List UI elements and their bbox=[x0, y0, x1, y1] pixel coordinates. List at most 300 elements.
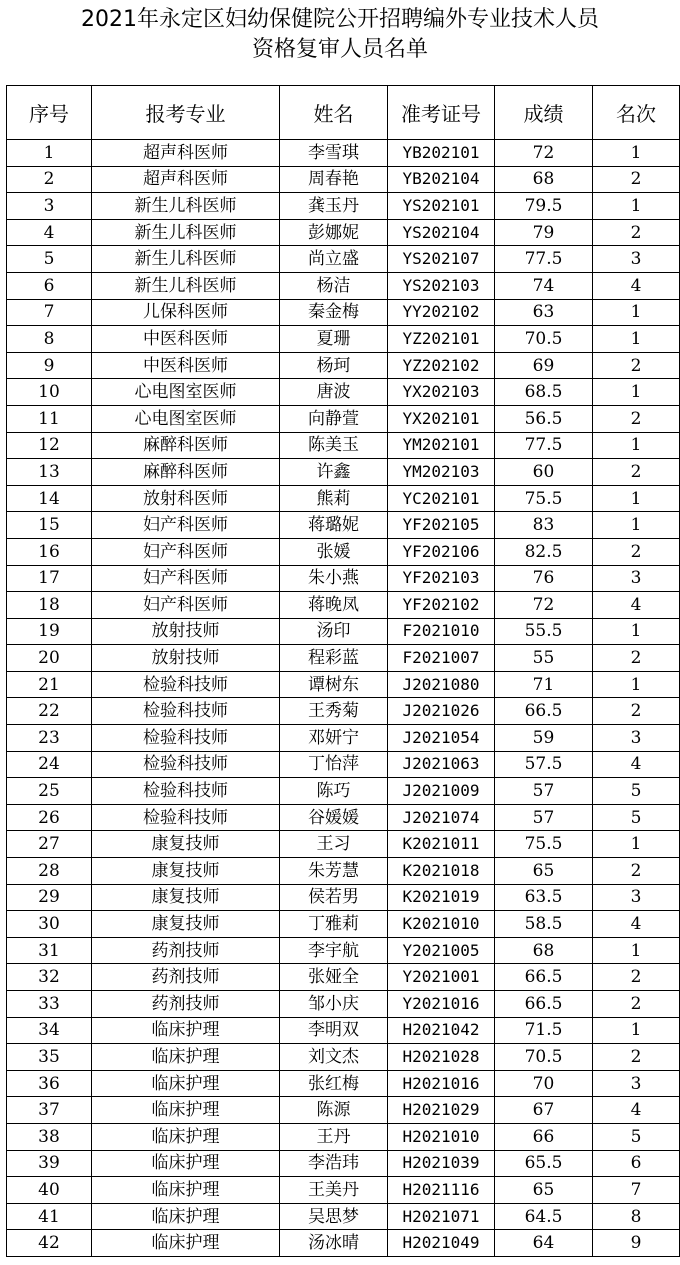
table-row bbox=[7, 352, 680, 379]
cell-exam-id: YY202102 bbox=[388, 299, 495, 326]
cell-major: 新生儿科医师 bbox=[92, 193, 280, 220]
cell-serial: 40 bbox=[7, 1177, 92, 1204]
cell-rank: 3 bbox=[593, 884, 680, 911]
cell-exam-id: YZ202101 bbox=[388, 326, 495, 353]
cell-rank: 1 bbox=[593, 831, 680, 858]
table-row bbox=[7, 246, 680, 273]
cell-serial: 16 bbox=[7, 538, 92, 565]
cell-name: 彭娜妮 bbox=[280, 219, 388, 246]
cell-score: 71.5 bbox=[495, 1017, 593, 1044]
cell-serial: 22 bbox=[7, 698, 92, 725]
cell-name: 许鑫 bbox=[280, 459, 388, 486]
table-row bbox=[7, 991, 680, 1018]
cell-major: 心电图室医师 bbox=[92, 405, 280, 432]
table-row bbox=[7, 964, 680, 991]
cell-exam-id: H2021010 bbox=[388, 1123, 495, 1150]
table-row bbox=[7, 193, 680, 220]
cell-serial: 8 bbox=[7, 326, 92, 353]
cell-serial: 13 bbox=[7, 459, 92, 486]
cell-rank: 3 bbox=[593, 565, 680, 592]
table-row bbox=[7, 698, 680, 725]
cell-score: 66 bbox=[495, 1123, 593, 1150]
cell-name: 刘文杰 bbox=[280, 1044, 388, 1071]
cell-name: 蒋晚凤 bbox=[280, 592, 388, 619]
table-row bbox=[7, 725, 680, 752]
cell-exam-id: J2021063 bbox=[388, 751, 495, 778]
cell-rank: 3 bbox=[593, 725, 680, 752]
cell-serial: 6 bbox=[7, 272, 92, 299]
cell-serial: 14 bbox=[7, 485, 92, 512]
cell-name: 邓妍宁 bbox=[280, 725, 388, 752]
cell-rank: 2 bbox=[593, 219, 680, 246]
table-row bbox=[7, 618, 680, 645]
cell-rank: 1 bbox=[593, 432, 680, 459]
table-row bbox=[7, 1203, 680, 1230]
cell-serial: 24 bbox=[7, 751, 92, 778]
cell-score: 64.5 bbox=[495, 1203, 593, 1230]
cell-exam-id: YZ202102 bbox=[388, 352, 495, 379]
cell-name: 杨珂 bbox=[280, 352, 388, 379]
cell-score: 75.5 bbox=[495, 485, 593, 512]
cell-score: 57 bbox=[495, 804, 593, 831]
cell-score: 79.5 bbox=[495, 193, 593, 220]
cell-serial: 23 bbox=[7, 725, 92, 752]
table-row bbox=[7, 219, 680, 246]
cell-name: 王习 bbox=[280, 831, 388, 858]
table-row bbox=[7, 1097, 680, 1124]
cell-score: 66.5 bbox=[495, 991, 593, 1018]
cell-score: 76 bbox=[495, 565, 593, 592]
cell-exam-id: Y2021001 bbox=[388, 964, 495, 991]
cell-rank: 1 bbox=[593, 193, 680, 220]
cell-name: 熊莉 bbox=[280, 485, 388, 512]
cell-exam-id: H2021116 bbox=[388, 1177, 495, 1204]
cell-major: 麻醉科医师 bbox=[92, 432, 280, 459]
cell-exam-id: YS202107 bbox=[388, 246, 495, 273]
cell-major: 药剂技师 bbox=[92, 991, 280, 1018]
cell-rank: 1 bbox=[593, 299, 680, 326]
cell-serial: 17 bbox=[7, 565, 92, 592]
cell-serial: 11 bbox=[7, 405, 92, 432]
cell-exam-id: YS202104 bbox=[388, 219, 495, 246]
cell-rank: 2 bbox=[593, 964, 680, 991]
cell-major: 康复技师 bbox=[92, 831, 280, 858]
cell-serial: 39 bbox=[7, 1150, 92, 1177]
cell-score: 77.5 bbox=[495, 246, 593, 273]
cell-rank: 5 bbox=[593, 778, 680, 805]
cell-score: 83 bbox=[495, 512, 593, 539]
cell-rank: 6 bbox=[593, 1150, 680, 1177]
cell-name: 张红梅 bbox=[280, 1070, 388, 1097]
cell-serial: 7 bbox=[7, 299, 92, 326]
cell-serial: 30 bbox=[7, 911, 92, 938]
header-serial: 序号 bbox=[7, 86, 92, 140]
cell-serial: 4 bbox=[7, 219, 92, 246]
cell-rank: 2 bbox=[593, 166, 680, 193]
cell-serial: 28 bbox=[7, 858, 92, 885]
cell-exam-id: K2021019 bbox=[388, 884, 495, 911]
table-row bbox=[7, 592, 680, 619]
cell-serial: 26 bbox=[7, 804, 92, 831]
cell-name: 李雪琪 bbox=[280, 140, 388, 167]
cell-major: 新生儿科医师 bbox=[92, 272, 280, 299]
table-row bbox=[7, 299, 680, 326]
table-row bbox=[7, 538, 680, 565]
cell-score: 70.5 bbox=[495, 326, 593, 353]
cell-score: 69 bbox=[495, 352, 593, 379]
cell-serial: 35 bbox=[7, 1044, 92, 1071]
cell-name: 谷媛媛 bbox=[280, 804, 388, 831]
cell-major: 康复技师 bbox=[92, 858, 280, 885]
cell-major: 新生儿科医师 bbox=[92, 219, 280, 246]
cell-exam-id: H2021028 bbox=[388, 1044, 495, 1071]
cell-exam-id: YX202103 bbox=[388, 379, 495, 406]
cell-name: 陈美玉 bbox=[280, 432, 388, 459]
cell-major: 放射技师 bbox=[92, 618, 280, 645]
cell-rank: 8 bbox=[593, 1203, 680, 1230]
cell-exam-id: YF202102 bbox=[388, 592, 495, 619]
cell-serial: 29 bbox=[7, 884, 92, 911]
cell-major: 新生儿科医师 bbox=[92, 246, 280, 273]
cell-name: 龚玉丹 bbox=[280, 193, 388, 220]
cell-name: 程彩蓝 bbox=[280, 645, 388, 672]
table-row bbox=[7, 512, 680, 539]
cell-rank: 1 bbox=[593, 1017, 680, 1044]
table-row bbox=[7, 1070, 680, 1097]
table-row bbox=[7, 778, 680, 805]
cell-rank: 2 bbox=[593, 991, 680, 1018]
cell-name: 邹小庆 bbox=[280, 991, 388, 1018]
cell-score: 72 bbox=[495, 592, 593, 619]
cell-major: 检验科技师 bbox=[92, 698, 280, 725]
cell-name: 秦金梅 bbox=[280, 299, 388, 326]
cell-score: 74 bbox=[495, 272, 593, 299]
cell-major: 妇产科医师 bbox=[92, 538, 280, 565]
cell-rank: 3 bbox=[593, 246, 680, 273]
cell-serial: 32 bbox=[7, 964, 92, 991]
cell-rank: 2 bbox=[593, 459, 680, 486]
table-row bbox=[7, 911, 680, 938]
cell-name: 王美丹 bbox=[280, 1177, 388, 1204]
cell-rank: 4 bbox=[593, 592, 680, 619]
cell-rank: 4 bbox=[593, 911, 680, 938]
cell-name: 谭树东 bbox=[280, 671, 388, 698]
cell-name: 李宇航 bbox=[280, 937, 388, 964]
cell-name: 丁怡萍 bbox=[280, 751, 388, 778]
table-row bbox=[7, 645, 680, 672]
cell-major: 临床护理 bbox=[92, 1150, 280, 1177]
table-row bbox=[7, 937, 680, 964]
table-row bbox=[7, 1123, 680, 1150]
cell-name: 唐波 bbox=[280, 379, 388, 406]
table-row bbox=[7, 804, 680, 831]
table-row bbox=[7, 751, 680, 778]
cell-name: 朱小燕 bbox=[280, 565, 388, 592]
cell-major: 放射技师 bbox=[92, 645, 280, 672]
table-row bbox=[7, 565, 680, 592]
cell-major: 心电图室医师 bbox=[92, 379, 280, 406]
cell-score: 56.5 bbox=[495, 405, 593, 432]
cell-score: 58.5 bbox=[495, 911, 593, 938]
cell-rank: 2 bbox=[593, 858, 680, 885]
cell-major: 临床护理 bbox=[92, 1097, 280, 1124]
cell-major: 临床护理 bbox=[92, 1230, 280, 1257]
cell-exam-id: K2021011 bbox=[388, 831, 495, 858]
cell-major: 临床护理 bbox=[92, 1123, 280, 1150]
candidate-table bbox=[6, 85, 680, 1257]
cell-name: 侯若男 bbox=[280, 884, 388, 911]
cell-name: 王丹 bbox=[280, 1123, 388, 1150]
cell-rank: 4 bbox=[593, 272, 680, 299]
table-row bbox=[7, 485, 680, 512]
cell-name: 陈源 bbox=[280, 1097, 388, 1124]
cell-score: 68 bbox=[495, 937, 593, 964]
cell-major: 儿保科医师 bbox=[92, 299, 280, 326]
cell-serial: 9 bbox=[7, 352, 92, 379]
cell-rank: 1 bbox=[593, 512, 680, 539]
header-score: 成绩 bbox=[495, 86, 593, 140]
cell-serial: 18 bbox=[7, 592, 92, 619]
cell-exam-id: H2021049 bbox=[388, 1230, 495, 1257]
cell-score: 70.5 bbox=[495, 1044, 593, 1071]
cell-name: 夏珊 bbox=[280, 326, 388, 353]
cell-score: 71 bbox=[495, 671, 593, 698]
cell-rank: 2 bbox=[593, 405, 680, 432]
cell-exam-id: H2021042 bbox=[388, 1017, 495, 1044]
table-row bbox=[7, 831, 680, 858]
cell-score: 59 bbox=[495, 725, 593, 752]
cell-score: 82.5 bbox=[495, 538, 593, 565]
cell-score: 64 bbox=[495, 1230, 593, 1257]
cell-name: 李浩玮 bbox=[280, 1150, 388, 1177]
cell-rank: 1 bbox=[593, 937, 680, 964]
cell-major: 妇产科医师 bbox=[92, 512, 280, 539]
cell-score: 63 bbox=[495, 299, 593, 326]
cell-name: 向静萱 bbox=[280, 405, 388, 432]
cell-exam-id: F2021010 bbox=[388, 618, 495, 645]
cell-score: 55.5 bbox=[495, 618, 593, 645]
cell-score: 68 bbox=[495, 166, 593, 193]
document-subtitle: 资格复审人员名单 bbox=[251, 37, 428, 62]
cell-rank: 3 bbox=[593, 1070, 680, 1097]
cell-major: 超声科医师 bbox=[92, 166, 280, 193]
cell-rank: 1 bbox=[593, 379, 680, 406]
cell-name: 尚立盛 bbox=[280, 246, 388, 273]
cell-score: 75.5 bbox=[495, 831, 593, 858]
cell-score: 77.5 bbox=[495, 432, 593, 459]
cell-major: 中医科医师 bbox=[92, 326, 280, 353]
cell-exam-id: YB202101 bbox=[388, 140, 495, 167]
table-row bbox=[7, 459, 680, 486]
header-name: 姓名 bbox=[280, 86, 388, 140]
cell-score: 70 bbox=[495, 1070, 593, 1097]
cell-serial: 36 bbox=[7, 1070, 92, 1097]
cell-major: 妇产科医师 bbox=[92, 565, 280, 592]
cell-exam-id: K2021010 bbox=[388, 911, 495, 938]
cell-exam-id: YC202101 bbox=[388, 485, 495, 512]
cell-major: 临床护理 bbox=[92, 1203, 280, 1230]
cell-name: 丁雅莉 bbox=[280, 911, 388, 938]
cell-exam-id: YF202103 bbox=[388, 565, 495, 592]
table-row bbox=[7, 1044, 680, 1071]
cell-exam-id: Y2021016 bbox=[388, 991, 495, 1018]
cell-exam-id: YM202103 bbox=[388, 459, 495, 486]
cell-rank: 2 bbox=[593, 538, 680, 565]
cell-major: 妇产科医师 bbox=[92, 592, 280, 619]
cell-exam-id: YS202101 bbox=[388, 193, 495, 220]
cell-serial: 19 bbox=[7, 618, 92, 645]
table-row bbox=[7, 1230, 680, 1257]
cell-name: 王秀菊 bbox=[280, 698, 388, 725]
cell-rank: 5 bbox=[593, 1123, 680, 1150]
cell-exam-id: YF202105 bbox=[388, 512, 495, 539]
cell-score: 60 bbox=[495, 459, 593, 486]
cell-exam-id: YM202101 bbox=[388, 432, 495, 459]
cell-exam-id: H2021029 bbox=[388, 1097, 495, 1124]
cell-name: 蒋璐妮 bbox=[280, 512, 388, 539]
header-exam-id: 准考证号 bbox=[388, 86, 495, 140]
cell-name: 张娅全 bbox=[280, 964, 388, 991]
cell-serial: 1 bbox=[7, 140, 92, 167]
cell-exam-id: J2021009 bbox=[388, 778, 495, 805]
cell-exam-id: YB202104 bbox=[388, 166, 495, 193]
cell-name: 张媛 bbox=[280, 538, 388, 565]
cell-major: 中医科医师 bbox=[92, 352, 280, 379]
header-rank: 名次 bbox=[593, 86, 680, 140]
cell-serial: 12 bbox=[7, 432, 92, 459]
cell-exam-id: K2021018 bbox=[388, 858, 495, 885]
cell-serial: 21 bbox=[7, 671, 92, 698]
table-row bbox=[7, 884, 680, 911]
table-row bbox=[7, 405, 680, 432]
cell-major: 药剂技师 bbox=[92, 937, 280, 964]
cell-major: 检验科技师 bbox=[92, 751, 280, 778]
cell-major: 康复技师 bbox=[92, 884, 280, 911]
cell-serial: 38 bbox=[7, 1123, 92, 1150]
cell-rank: 2 bbox=[593, 645, 680, 672]
cell-rank: 1 bbox=[593, 140, 680, 167]
cell-serial: 10 bbox=[7, 379, 92, 406]
cell-exam-id: F2021007 bbox=[388, 645, 495, 672]
cell-serial: 15 bbox=[7, 512, 92, 539]
cell-rank: 7 bbox=[593, 1177, 680, 1204]
cell-major: 临床护理 bbox=[92, 1177, 280, 1204]
cell-exam-id: J2021026 bbox=[388, 698, 495, 725]
header-major: 报考专业 bbox=[92, 86, 280, 140]
cell-score: 63.5 bbox=[495, 884, 593, 911]
cell-name: 李明双 bbox=[280, 1017, 388, 1044]
cell-score: 57 bbox=[495, 778, 593, 805]
cell-serial: 20 bbox=[7, 645, 92, 672]
table-row bbox=[7, 140, 680, 167]
cell-serial: 42 bbox=[7, 1230, 92, 1257]
cell-exam-id: Y2021005 bbox=[388, 937, 495, 964]
table-row bbox=[7, 1177, 680, 1204]
cell-major: 临床护理 bbox=[92, 1070, 280, 1097]
cell-rank: 5 bbox=[593, 804, 680, 831]
cell-serial: 27 bbox=[7, 831, 92, 858]
cell-exam-id: YS202103 bbox=[388, 272, 495, 299]
cell-exam-id: J2021074 bbox=[388, 804, 495, 831]
table-body bbox=[7, 140, 680, 1257]
cell-rank: 1 bbox=[593, 671, 680, 698]
cell-score: 67 bbox=[495, 1097, 593, 1124]
table-row bbox=[7, 1017, 680, 1044]
cell-serial: 33 bbox=[7, 991, 92, 1018]
cell-major: 药剂技师 bbox=[92, 964, 280, 991]
cell-serial: 2 bbox=[7, 166, 92, 193]
cell-rank: 2 bbox=[593, 698, 680, 725]
cell-serial: 37 bbox=[7, 1097, 92, 1124]
cell-rank: 4 bbox=[593, 751, 680, 778]
cell-score: 65 bbox=[495, 1177, 593, 1204]
document-title: 2021年永定区妇幼保健院公开招聘编外专业技术人员 bbox=[81, 7, 599, 32]
cell-serial: 25 bbox=[7, 778, 92, 805]
cell-rank: 2 bbox=[593, 352, 680, 379]
cell-serial: 41 bbox=[7, 1203, 92, 1230]
cell-serial: 3 bbox=[7, 193, 92, 220]
cell-score: 72 bbox=[495, 140, 593, 167]
cell-major: 康复技师 bbox=[92, 911, 280, 938]
cell-name: 吴思梦 bbox=[280, 1203, 388, 1230]
cell-exam-id: H2021071 bbox=[388, 1203, 495, 1230]
cell-rank: 4 bbox=[593, 1097, 680, 1124]
cell-rank: 1 bbox=[593, 485, 680, 512]
cell-exam-id: YX202101 bbox=[388, 405, 495, 432]
cell-score: 57.5 bbox=[495, 751, 593, 778]
table-row bbox=[7, 671, 680, 698]
cell-score: 79 bbox=[495, 219, 593, 246]
cell-name: 杨洁 bbox=[280, 272, 388, 299]
table-row bbox=[7, 379, 680, 406]
table-row bbox=[7, 326, 680, 353]
cell-score: 65 bbox=[495, 858, 593, 885]
cell-score: 66.5 bbox=[495, 964, 593, 991]
cell-name: 汤印 bbox=[280, 618, 388, 645]
cell-major: 临床护理 bbox=[92, 1044, 280, 1071]
cell-name: 周春艳 bbox=[280, 166, 388, 193]
cell-score: 66.5 bbox=[495, 698, 593, 725]
cell-exam-id: H2021016 bbox=[388, 1070, 495, 1097]
cell-rank: 9 bbox=[593, 1230, 680, 1257]
cell-major: 麻醉科医师 bbox=[92, 459, 280, 486]
table-row bbox=[7, 858, 680, 885]
table-row bbox=[7, 1150, 680, 1177]
cell-major: 检验科技师 bbox=[92, 725, 280, 752]
cell-score: 65.5 bbox=[495, 1150, 593, 1177]
cell-rank: 1 bbox=[593, 326, 680, 353]
cell-exam-id: H2021039 bbox=[388, 1150, 495, 1177]
cell-serial: 31 bbox=[7, 937, 92, 964]
cell-rank: 2 bbox=[593, 1044, 680, 1071]
table-row bbox=[7, 432, 680, 459]
cell-name: 汤冰晴 bbox=[280, 1230, 388, 1257]
table-header-row bbox=[7, 86, 680, 140]
table-row bbox=[7, 272, 680, 299]
cell-name: 朱芳慧 bbox=[280, 858, 388, 885]
cell-major: 检验科技师 bbox=[92, 778, 280, 805]
cell-exam-id: J2021080 bbox=[388, 671, 495, 698]
cell-major: 检验科技师 bbox=[92, 804, 280, 831]
cell-exam-id: YF202106 bbox=[388, 538, 495, 565]
cell-major: 检验科技师 bbox=[92, 671, 280, 698]
cell-name: 陈巧 bbox=[280, 778, 388, 805]
cell-score: 68.5 bbox=[495, 379, 593, 406]
table-row bbox=[7, 166, 680, 193]
cell-major: 放射科医师 bbox=[92, 485, 280, 512]
cell-major: 超声科医师 bbox=[92, 140, 280, 167]
cell-score: 55 bbox=[495, 645, 593, 672]
